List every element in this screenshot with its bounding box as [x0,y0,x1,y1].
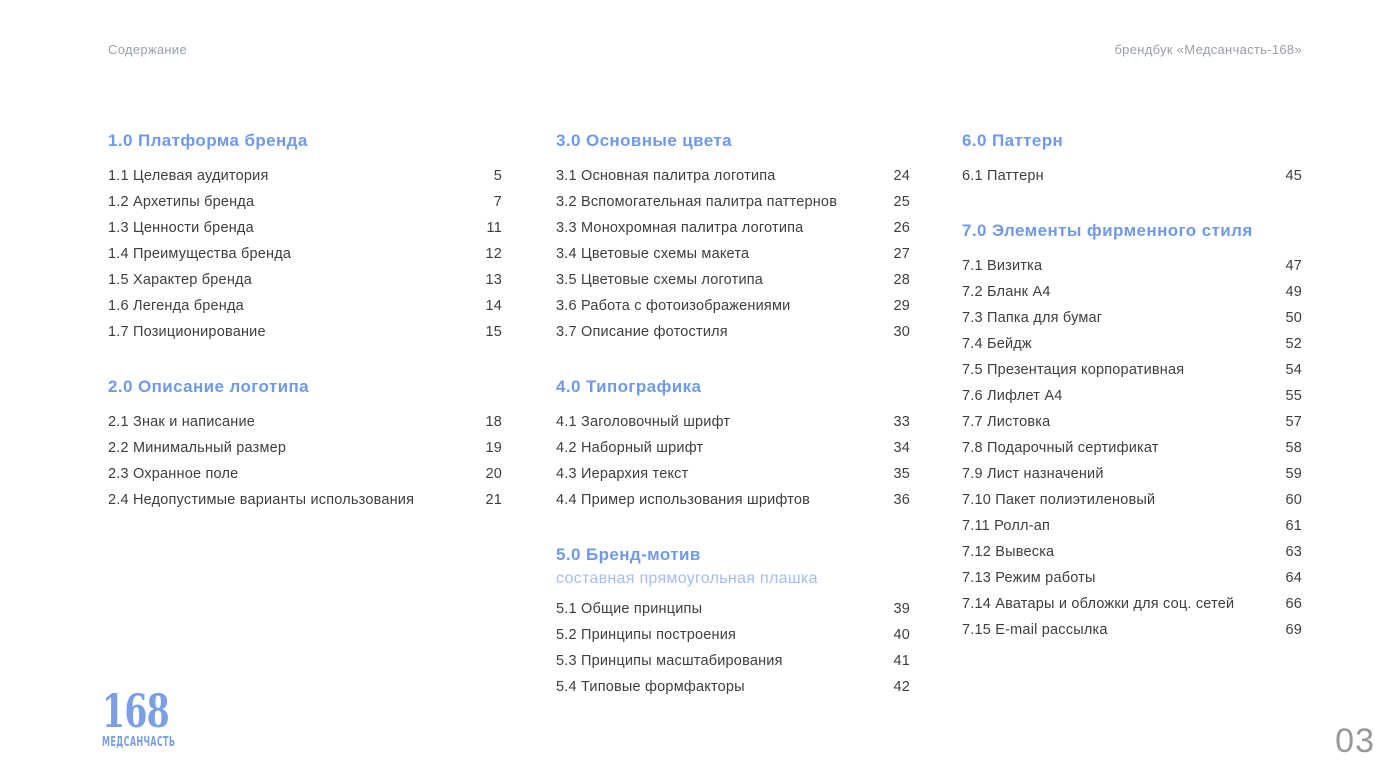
toc-entry [556,215,910,241]
page-number: 03 [1335,722,1375,760]
toc-entry [962,513,1302,539]
toc-column-2 [556,128,910,700]
toc-entry [962,357,1302,383]
toc-entry-page-number: 41 [893,653,910,669]
toc-entry-page-number: 55 [1285,388,1302,404]
toc-entry-page-number: 20 [485,466,502,482]
toc-entry [556,596,910,622]
toc-entry [108,409,502,435]
running-title: Содержание [108,42,187,57]
toc-entry-page-number: 12 [485,246,502,262]
toc-entry-page-number: 66 [1285,596,1302,612]
toc-entry-page-number: 28 [893,272,910,288]
toc-entry [962,331,1302,357]
section-title: 5.0 Бренд-мотив [556,545,701,564]
toc-entry-label: 3.5 Цветовые схемы логотипа [556,272,764,288]
toc-entry-page-number: 63 [1285,544,1302,560]
toc-entry-page-number: 52 [1285,336,1302,352]
toc-entry-page-number: 26 [893,220,910,236]
toc-entry-label: 1.6 Легенда бренда [108,298,244,314]
toc-entry [556,648,910,674]
toc-entry [962,383,1302,409]
toc-entry [556,622,910,648]
toc-entry-label: 7.10 Пакет полиэтиленовый [962,492,1156,508]
toc-entry [962,617,1302,643]
toc-entry-page-number: 21 [485,492,502,508]
section-title: 1.0 Платформа бренда [108,131,308,150]
toc-entry-page-number: 36 [893,492,910,508]
toc-entry [556,435,910,461]
table-of-contents [108,128,1302,700]
toc-entry [962,279,1302,305]
toc-entry [556,189,910,215]
toc-entry-label: 7.2 Бланк А4 [962,284,1051,300]
toc-entry [962,305,1302,331]
toc-section [556,130,910,345]
toc-entry-label: 3.6 Работа с фотоизображениями [556,298,791,314]
toc-entry-label: 7.5 Презентация корпоративная [962,362,1185,378]
toc-entry-page-number: 25 [893,194,910,210]
toc-column-3 [962,128,1302,700]
toc-entry-page-number: 58 [1285,440,1302,456]
toc-entry [108,435,502,461]
toc-entry-page-number: 60 [1285,492,1302,508]
toc-entry [962,409,1302,435]
toc-entry-page-number: 40 [893,627,910,643]
toc-entry [108,293,502,319]
toc-entry-label: 5.1 Общие принципы [556,601,703,617]
section-title: 6.0 Паттерн [962,131,1064,150]
toc-section [108,130,502,345]
toc-entry [108,189,502,215]
toc-entry-label: 1.1 Целевая аудитория [108,168,269,184]
toc-entry-page-number: 34 [893,440,910,456]
toc-entry-page-number: 47 [1285,258,1302,274]
toc-section [962,130,1302,189]
toc-entry [108,461,502,487]
toc-entry [556,241,910,267]
section-subtitle: составная прямоугольная плашка [556,570,818,587]
toc-entry-page-number: 24 [893,168,910,184]
toc-section [108,376,502,513]
toc-entry-label: 2.1 Знак и написание [108,414,256,430]
toc-entry-page-number: 18 [485,414,502,430]
toc-entry-page-number: 61 [1285,518,1302,534]
toc-entry-label: 3.1 Основная палитра логотипа [556,168,776,184]
toc-entry [962,591,1302,617]
toc-entry-label: 3.7 Описание фотостиля [556,324,728,340]
toc-entry-label: 2.2 Минимальный размер [108,440,287,456]
toc-entry-label: 5.3 Принципы масштабирования [556,653,783,669]
toc-entry-page-number: 14 [485,298,502,314]
toc-entry [556,409,910,435]
toc-entry-page-number: 49 [1285,284,1302,300]
toc-entry-label: 7.4 Бейдж [962,336,1032,352]
toc-entry-page-number: 54 [1285,362,1302,378]
toc-entry [962,461,1302,487]
section-title: 7.0 Элементы фирменного стиля [962,221,1253,240]
toc-entry-label: 5.4 Типовые формфакторы [556,679,745,695]
toc-entry-page-number: 39 [893,601,910,617]
toc-entry-label: 1.7 Позиционирование [108,324,266,340]
toc-entry-label: 3.3 Монохромная палитра логотипа [556,220,804,236]
toc-entry-label: 7.1 Визитка [962,258,1043,274]
toc-entry [108,319,502,345]
toc-entry [556,267,910,293]
section-title: 3.0 Основные цвета [556,131,732,150]
toc-entry-page-number: 33 [893,414,910,430]
toc-entry-page-number: 11 [486,220,502,236]
toc-entry-label: 4.3 Иерархия текст [556,466,689,482]
toc-entry-label: 1.3 Ценности бренда [108,220,254,236]
section-title: 2.0 Описание логотипа [108,377,309,396]
toc-entry [108,267,502,293]
toc-entry [556,461,910,487]
toc-entry-label: 7.9 Лист назначений [962,466,1104,482]
toc-entry-label: 7.15 E-mail рассылка [962,622,1108,638]
toc-entry-label: 1.2 Архетипы бренда [108,194,255,210]
toc-entry [962,539,1302,565]
toc-entry [962,253,1302,279]
toc-entry-label: 7.7 Листовка [962,414,1051,430]
logo-number: 168 [102,684,169,738]
toc-entry-label: 7.12 Вывеска [962,544,1055,560]
toc-entry-label: 7.14 Аватары и обложки для соц. сетей [962,596,1235,612]
toc-entry-label: 4.2 Наборный шрифт [556,440,704,456]
page-header [108,42,1302,57]
toc-section [962,220,1302,643]
toc-entry-page-number: 59 [1285,466,1302,482]
toc-entry-page-number: 57 [1285,414,1302,430]
toc-entry-label: 7.6 Лифлет А4 [962,388,1063,404]
toc-entry-page-number: 35 [893,466,910,482]
toc-entry-label: 5.2 Принципы построения [556,627,737,643]
toc-entry-page-number: 30 [893,324,910,340]
toc-entry-label: 7.8 Подарочный сертификат [962,440,1159,456]
toc-entry-page-number: 69 [1285,622,1302,638]
logo-caption: МЕДСАНЧАСТЬ [102,735,176,750]
toc-entry-label: 1.5 Характер бренда [108,272,252,288]
toc-entry [556,293,910,319]
toc-entry-page-number: 50 [1285,310,1302,326]
toc-entry [556,319,910,345]
toc-entry-label: 3.2 Вспомогательная палитра паттернов [556,194,838,210]
toc-section [556,544,910,700]
toc-entry-page-number: 7 [493,194,502,210]
toc-entry-page-number: 42 [893,679,910,695]
toc-entry-page-number: 64 [1285,570,1302,586]
toc-entry-label: 7.13 Режим работы [962,570,1096,586]
toc-entry-page-number: 29 [893,298,910,314]
toc-entry-label: 2.3 Охранное поле [108,466,239,482]
toc-entry-page-number: 13 [485,272,502,288]
toc-entry [108,487,502,513]
toc-entry [556,487,910,513]
toc-entry-page-number: 5 [493,168,502,184]
section-title: 4.0 Типографика [556,377,702,396]
toc-entry-label: 6.1 Паттерн [962,168,1044,184]
toc-entry-label: 3.4 Цветовые схемы макета [556,246,750,262]
toc-entry-label: 7.3 Папка для бумаг [962,310,1103,326]
toc-entry [962,163,1302,189]
toc-entry-label: 1.4 Преимущества бренда [108,246,292,262]
toc-section [556,376,910,513]
toc-entry-page-number: 45 [1285,168,1302,184]
toc-entry-page-number: 15 [485,324,502,340]
toc-entry [962,435,1302,461]
toc-entry-label: 7.11 Ролл-ап [962,518,1051,534]
toc-entry [108,163,502,189]
toc-column-1 [108,128,502,700]
toc-entry [108,241,502,267]
toc-entry [556,674,910,700]
brand-logo [102,684,220,750]
toc-entry [108,215,502,241]
toc-entry-page-number: 27 [893,246,910,262]
toc-entry-label: 4.1 Заголовочный шрифт [556,414,731,430]
toc-entry [962,565,1302,591]
document-title: брендбук «Медсанчасть-168» [1114,42,1302,57]
toc-entry-label: 2.4 Недопустимые варианты использования [108,492,415,508]
toc-entry-page-number: 19 [485,440,502,456]
toc-entry-label: 4.4 Пример использования шрифтов [556,492,811,508]
toc-entry [962,487,1302,513]
toc-entry [556,163,910,189]
